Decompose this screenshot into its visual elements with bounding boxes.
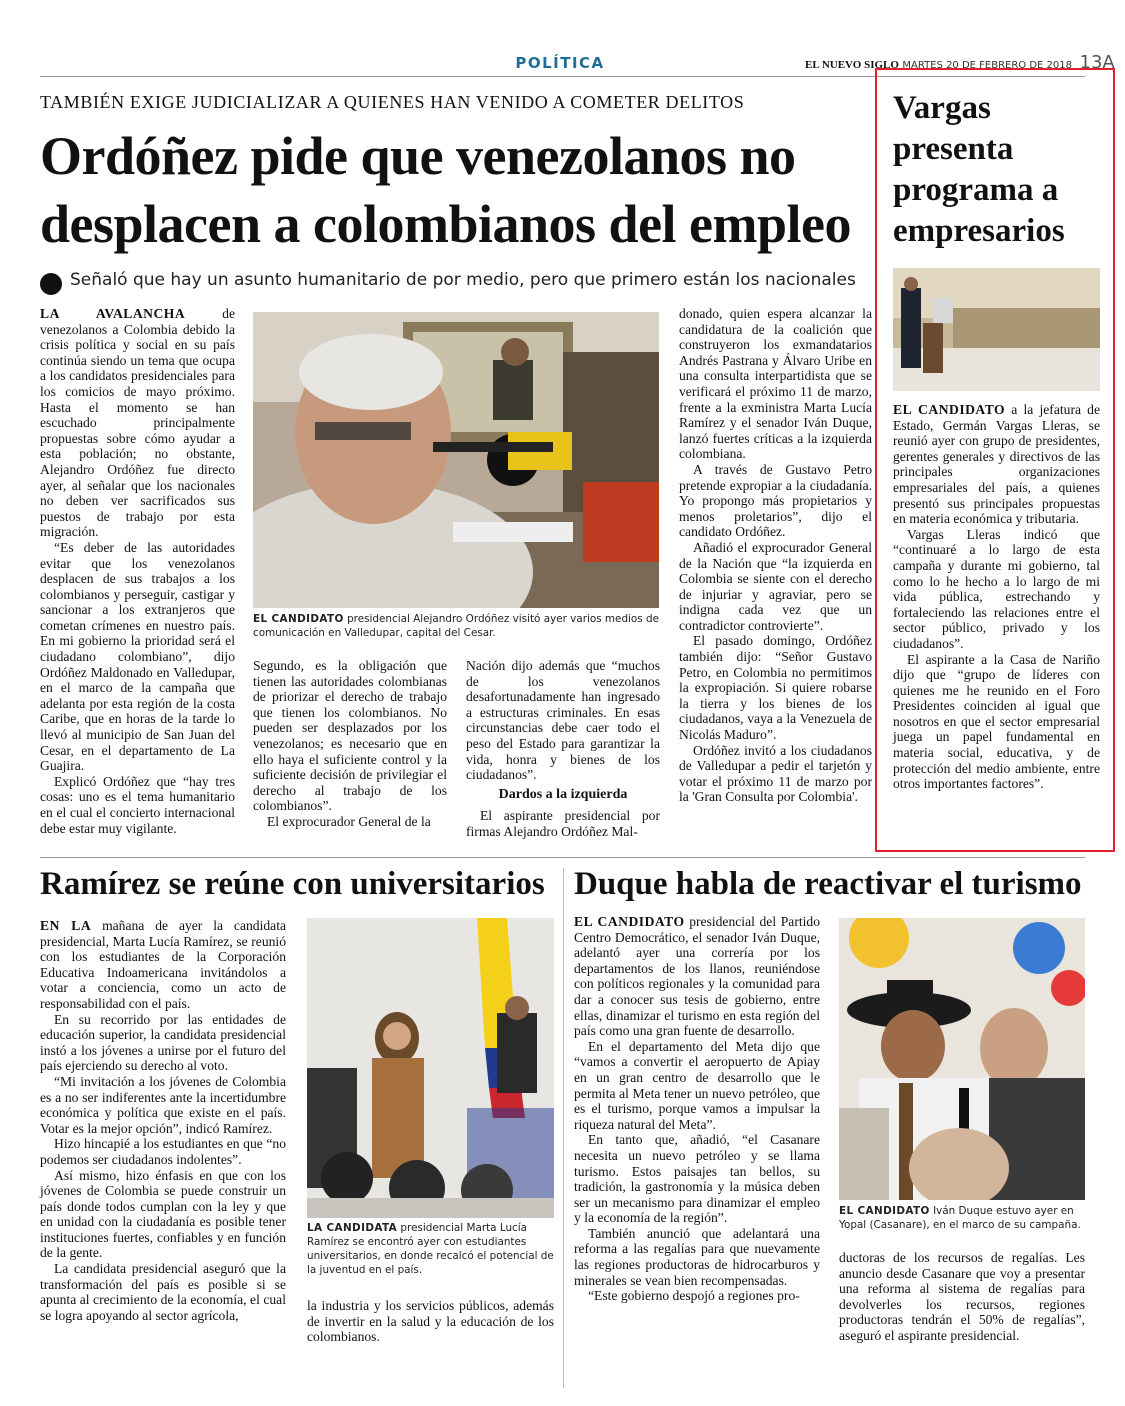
ramirez-headline: Ramírez se reúne con universitarios [40, 866, 545, 902]
vargas-photo [893, 268, 1100, 391]
article-column-4 [679, 306, 872, 805]
lead-in: LA AVALANCHA [40, 306, 186, 321]
bullet-icon [40, 273, 62, 295]
paragraph: Así mismo, hizo énfasis en que con los jóvenes de Colombia se puede construir un país donde todos cumplan con la ley y que en unidad con la ciudadanía es posible tener instituciones fuertes, confiables y en función de la gente. [40, 1167, 286, 1261]
publication-name: EL NUEVO SIGLO [805, 59, 899, 71]
paragraph: mañana de ayer la candidata presidencial, Marta Lucía Ramírez, se reunió con los estudiantes de la Corporación Educativa Indoamericana invitándolos a votar a conciencia, como un acto de responsabilidad con el país. [40, 918, 287, 1011]
ramirez-photo-caption [307, 1221, 554, 1277]
article-subhead: Señaló que hay un asunto humanitario de por medio, pero que primero están los nacionales [70, 270, 856, 290]
ordonez-photo [253, 312, 659, 608]
paragraph: El aspirante presidencial por firmas Alejandro Ordóñez Mal- [466, 808, 660, 839]
caption-lead: EL CANDIDATO [253, 613, 344, 625]
paragraph: En el departamento del Meta dijo que “vamos a convertir el aeropuerto de Apiay en un gran centro de desarrollo que le permita al Meta tener un nuevo petróleo, que es el turismo, porque vamos a impulsar la riqueza natural del Meta”. [574, 1038, 820, 1132]
paragraph: “Mi invitación a los jóvenes de Colombia es a no ser indiferentes ante la incertidumbre económica y política que existe en el país. Votar es la mejor opción”, indicó Ramírez. [40, 1073, 286, 1136]
paragraph: El aspirante a la Casa de Nariño dijo que “grupo de líderes con quienes me he reunido en el Foro Presidentes coinciden al igual que nosotros en que el sector empresarial juega un papel fundamental en materia social, educativa, y de protección del medio ambiente, entre otros importantes factores”. [893, 651, 1100, 792]
duque-column-1 [574, 914, 820, 1304]
paragraph: La candidata presidencial aseguró que la transformación del país es posible si se apunta al crecimiento de la economía, el cual se logra apoyando al sector agrícola, [40, 1261, 286, 1323]
paragraph: A través de Gustavo Petro pretende expropiar a la ciudadanía. Yo propongo más propietarios y menos proletarios”, dijo el candidato Ordóñez. [679, 461, 872, 540]
caption-text: Iván Duque estuvo ayer en Yopal (Casanare), en el marco de su campaña. [839, 1205, 1081, 1231]
paragraph: El exprocurador General de la [267, 813, 431, 829]
paragraph: Segundo, es la obligación que tienen las autoridades colombianas de priorizar el derecho de trabajo que tienen los colombianos. No pueden ser desplazados por los venezolanos; es necesario que en ello haya el suficiente control y la suficiente decisión de privilegiar el derecho al trabajo de los colombianos”. [253, 658, 447, 814]
caption-lead: EL CANDIDATO [839, 1205, 930, 1217]
paragraph: a la jefatura de Estado, Germán Vargas Lleras, se reunió ayer con grupo de presidentes, gerentes generales y directivos de las principales organizaciones empresariales del país, a quienes presentó sus principales propuestas en materia económica y tributaria. [893, 402, 1101, 527]
paragraph: El pasado domingo, Ordóñez también dijo: “Señor Gustavo Petro, en Colombia no permitimos la expropiación. Si quiere robarse la tierra y los bienes de los ciudadanos, vaya a la Venezuela de Nicolás Maduro”. [679, 633, 872, 743]
paragraph: Añadió el exprocurador General de la Nación que “la izquierda en Colombia se siente con el derecho de injuriar y agraviar, pero se indigna cada vez que un contradictor controvierte”. [679, 539, 872, 633]
duque-photo [839, 918, 1085, 1200]
article-column-1 [40, 306, 235, 836]
article-headline: Ordóñez pide que venezolanos no desplacen a colombianos del empleo [40, 126, 852, 254]
ramirez-column-2 [307, 1298, 554, 1345]
sidebar-headline: Vargas presenta programa a empresarios [893, 90, 1065, 249]
paragraph: En tanto que, añadió, “el Casanare necesita un nuevo petróleo y se llama turismo. Estos paisajes tan bellos, su tradición, la gastronomía y la música deben ser un mecanismo para dinamizar el empleo y la economía de la región”. [574, 1132, 820, 1226]
caption-lead: LA CANDIDATA [307, 1222, 398, 1234]
paragraph: de venezolanos a Colombia debido la crisis política y social en su país continúa siendo un tema que ocupa a los candidatos presidenciales para los comicios de mayo próximo. Hasta el momento se han escuchado principalmente propuestas sobre cómo ayudar a esta población; no obstante, Alejandro Ordóñez fue directo ayer, al señalar que los nacionales no deben ver sacrificados sus puestos de trabajo por esta migración. [40, 306, 235, 540]
duque-headline: Duque habla de reactivar el turismo [574, 866, 1082, 902]
paragraph: “Es deber de las autoridades evitar que los venezolanos desplacen de sus trabajos a los colombianos y perseguir, castigar y sancionar a los extranjeros que cometan crímenes en nuestro país. En mi gobierno la prioridad será el ciudadano colombiano”, dijo Ordóñez Maldonado en Valledupar, en el marco de la campaña que adelanta por esta región de la costa Caribe, que en horas de la tarde lo llevó al municipio de San Juan del Cesar, en el departamento de La Guajira. [40, 539, 235, 774]
paragraph: presidencial del Partido Centro Democrático, el senador Iván Duque, adelantó ayer una correría por los departamentos de los llanos, reuniéndose con políticos regionales y la comunidad para dar a conocer sus tesis de gobierno, entre ellas, dinamizar el turismo en esta región del país como una gran fuente de desarrollo. [574, 914, 821, 1039]
paragraph: Explicó Ordóñez que “hay tres cosas: uno es el tema humanitario en el cual el concierto internacional debe estar muy vigilante. [40, 773, 235, 836]
section-divider [40, 857, 1085, 858]
paragraph: la industria y los servicios públicos, además de invertir en la salud y la educación de los colombianos. [307, 1298, 554, 1345]
paragraph: “Este gobierno despojó a regiones pro- [588, 1288, 800, 1304]
duque-photo-caption [839, 1204, 1085, 1232]
paragraph: donado, quien espera alcanzar la candidatura de la coalición que construyeron los exmandatarios Andrés Pastrana y Álvaro Uribe en una consulta interpartidista que se verificará el próximo 11 de marzo, frente a la exministra Marta Lucía Ramírez y el senador Iván Duque, lanzó fuertes críticas a la izquierda colombiana. [679, 306, 872, 462]
article-kicker: TAMBIÉN EXIGE JUDICIALIZAR A QUIENES HAN VENIDO A COMETER DELITOS [40, 92, 745, 112]
article-column-3 [466, 658, 660, 840]
photo-caption [253, 612, 659, 640]
lead-in: EL CANDIDATO [893, 402, 1006, 417]
article-subtitle: Dardos a la izquierda [498, 786, 628, 802]
page-number: 13A [1079, 52, 1115, 73]
article-column-2 [253, 658, 447, 830]
sidebar-body [893, 402, 1100, 792]
ramirez-photo [307, 918, 554, 1218]
caption-text: presidencial Alejandro Ordóñez visitó ayer varios medios de comunicación en Valledupar, capital del Cesar. [253, 613, 659, 639]
paragraph: También anunció que adelantará una reforma a las regalías para que nuevamente las regiones productoras de hidrocarburos y minerales se vean bien recompensadas. [574, 1225, 820, 1288]
duque-column-2 [839, 1250, 1085, 1344]
paragraph: En su recorrido por las entidades de educación superior, la candidata presidencial instó a los jóvenes a unirse por el futuro del país ejerciendo su derecho al voto. [40, 1011, 286, 1074]
paragraph: Hizo hincapié a los estudiantes en que “no podemos ser ciudadanos indolentes”. [40, 1136, 286, 1167]
issue-date: MARTES 20 DE FEBRERO DE 2018 [902, 60, 1073, 71]
section-name: POLÍTICA [515, 54, 605, 72]
lead-in: EN LA [40, 918, 92, 933]
paragraph: Nación dijo además que “muchos de los venezolanos desafortunadamente han ingresado a estructuras criminales. En esas circunstancias debe caer todo el peso del Estado para garantizar la vida, honra y bienes de los ciudadanos”. [466, 658, 660, 783]
paragraph: ductoras de los recursos de regalías. Les anuncio desde Casanare que voy a presentar una reforma al sistema de regalías para devolverles los recursos, regiones productoras tendrán el 50% de regalías”, aseguró el aspirante presidencial. [839, 1250, 1085, 1343]
ramirez-column-1 [40, 918, 286, 1323]
paragraph: Ordóñez invitó a los ciudadanos de Valledupar a pedir el tarjetón y votar el próximo 11 de marzo por la 'Gran Consulta por Colombia'. [679, 742, 872, 805]
lead-in: EL CANDIDATO [574, 914, 685, 929]
paragraph: Vargas Lleras indicó que “continuaré a lo largo de esta campaña y durante mi gobierno, tal como lo he hecho a lo largo de mi vida pública, estrechando y fortaleciendo las relaciones entre el sector público, privado y los ciudadanos”. [893, 526, 1100, 651]
caption-text: presidencial Marta Lucía Ramírez se encontró ayer con estudiantes universitarios, en donde recalcó el potencial de la juventud en el país. [307, 1222, 554, 1276]
column-divider [563, 868, 564, 1388]
